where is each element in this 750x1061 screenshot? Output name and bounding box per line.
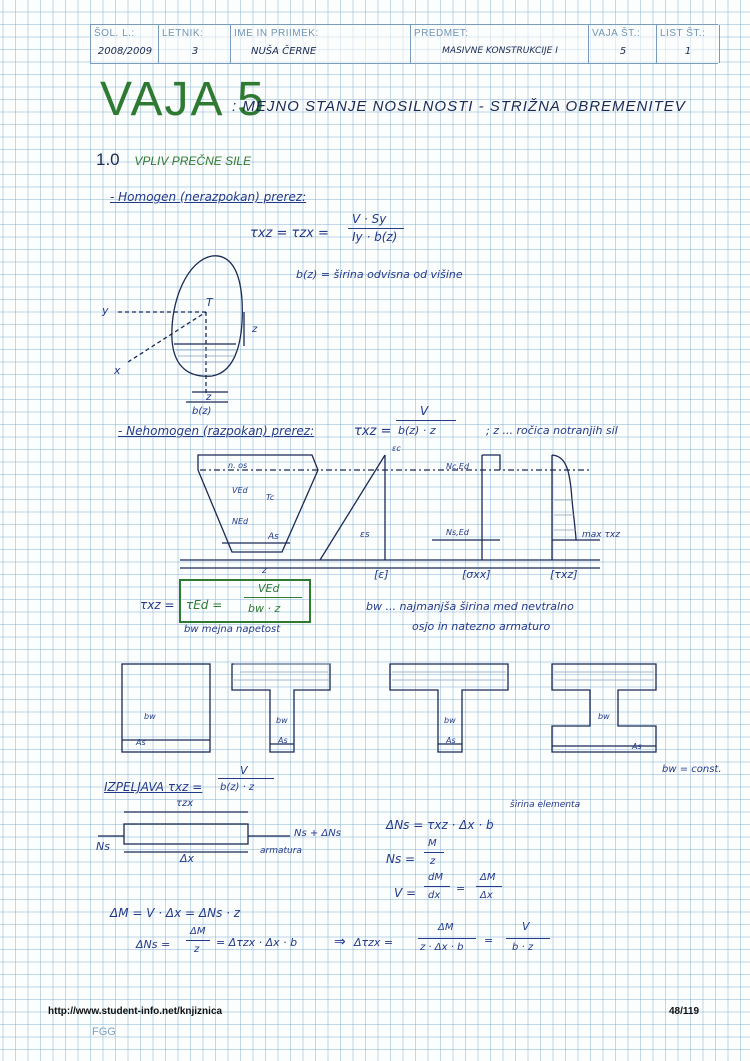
boxed-den: bw · z — [248, 602, 281, 615]
nehomogen-formula-lhs: τxz = — [354, 424, 392, 439]
header-label: IME IN PRIIMEK: — [234, 28, 319, 39]
derivation-bar — [124, 824, 248, 844]
header-value: 2008/2009 — [97, 46, 153, 57]
eq2-lhs: Ns = — [386, 852, 416, 866]
fraction-bar — [244, 597, 302, 598]
homogen-formula-lhs: τxz = τzx = — [250, 226, 329, 241]
bw-note-line1: bw ... najmanjša širina med nevtralno — [366, 600, 574, 613]
boxed-note: bw mejna napetost — [184, 624, 281, 635]
eps-c-label: εc — [392, 444, 401, 453]
eq3-lhs: V = — [394, 886, 417, 900]
nehomogen-den: b(z) · z — [398, 424, 436, 437]
eq2-num: M — [428, 838, 437, 849]
header-value: MASIVNE KONSTRUKCIJE I — [442, 46, 558, 56]
fraction-bar — [418, 938, 476, 939]
as-label-rect: As — [136, 738, 146, 747]
header-label: PREDMET: — [414, 28, 469, 39]
fraction-bar — [348, 228, 404, 229]
header-label: LIST ŠT.: — [660, 28, 706, 39]
bw-label-t1: bw — [276, 716, 288, 725]
armatura-label: armatura — [260, 846, 302, 856]
ns-label: Ns,Ed — [446, 528, 469, 537]
eq6-num2: V — [522, 920, 530, 933]
eq5-lhs: ΔNs = — [136, 938, 171, 951]
centroid-label: T — [206, 296, 213, 309]
bracket-txz: [τxz] — [550, 568, 578, 581]
bw-label: bw — [144, 712, 156, 721]
footer-org: FGG — [92, 1026, 116, 1038]
header-label: ŠOL. L.: — [94, 28, 135, 39]
header-value: 1 — [684, 46, 692, 57]
fraction-bar — [218, 778, 274, 779]
homogen-heading: - Homogen (nerazpokan) prerez: — [110, 190, 307, 204]
izpeljava-num: V — [240, 764, 248, 777]
header-label: VAJA ŠT.: — [592, 28, 641, 39]
eps-s-label: εs — [360, 530, 370, 540]
eq2-den: z — [430, 856, 436, 867]
ned-small-label: NEd — [232, 517, 249, 526]
eq5-rhs: = Δτzx · Δx · b — [216, 936, 298, 949]
homogen-formula-den: Iy · b(z) — [352, 230, 398, 244]
exercise-subtitle: : MEJNO STANJE NOSILNOSTI - STRIŽNA OBREMENITEV — [232, 98, 686, 115]
ns-bar-label: Ns — [96, 840, 110, 853]
header-label: LETNIK: — [162, 28, 204, 39]
as-label-t3: As — [632, 742, 642, 751]
boxed-lhs: τxz = — [140, 598, 175, 612]
implies-arrow: ⇒ — [334, 934, 346, 950]
izpeljava-heading: IZPELJAVA τxz = — [104, 780, 203, 794]
ved-small-label: VEd — [232, 486, 248, 495]
eq6-lhs: Δτzx = — [354, 936, 394, 949]
footer-page-number: 48/119 — [669, 1006, 700, 1017]
nehomogen-num: V — [420, 404, 429, 418]
axis-y-label: y — [102, 304, 109, 317]
z-note: ; z ... ročica notranjih sil — [486, 424, 618, 437]
eq3-eq: = — [456, 882, 466, 895]
axis-z-label: z — [206, 392, 212, 403]
eq3-approx-num: ΔM — [480, 872, 496, 883]
nehomogen-heading: - Nehomogen (razpokan) prerez: — [118, 424, 315, 438]
bw-note-line2: osjo in natezno armaturo — [412, 620, 551, 633]
section-number: 1.0 — [96, 150, 120, 169]
bz-label: b(z) — [192, 406, 212, 417]
boxed-num: VEd — [258, 582, 280, 595]
fraction-bar — [424, 886, 450, 887]
nc-label: Nc,Ed — [446, 462, 470, 471]
z-small-label: z — [262, 566, 267, 576]
tau-label: τzx — [176, 798, 194, 809]
axis-z-label-side: z — [252, 324, 258, 335]
bracket-eps: [ε] — [374, 568, 389, 581]
neutral-axis-label: n. os — [228, 461, 248, 470]
bracket-sxx: [σxx] — [462, 568, 491, 581]
ns-dns-label: Ns + ΔNs — [294, 828, 341, 839]
tc-small-label: Tc — [266, 493, 275, 502]
boxed-ted: τEd = — [186, 598, 223, 612]
fraction-bar — [424, 852, 444, 853]
sirina-label: širina elementa — [510, 800, 581, 810]
as-label: As — [268, 532, 279, 542]
bz-note: b(z) = širina odvisna od višine — [296, 268, 463, 281]
izpeljava-den: b(z) · z — [220, 782, 255, 793]
bw-label-t2: bw — [444, 716, 456, 725]
eq5-den: z — [194, 944, 200, 955]
fraction-bar — [186, 940, 210, 941]
t-section-3 — [552, 664, 656, 752]
fraction-bar — [476, 886, 502, 887]
eq6-eq: = — [484, 934, 494, 947]
eq3-approx-den: Δx — [480, 890, 493, 901]
exercise-title: VAJA 5 — [100, 73, 266, 126]
eq3-den: dx — [428, 890, 441, 901]
homogen-section-outline — [172, 256, 242, 376]
eq4: ΔM = V · Δx = ΔNs · z — [110, 906, 241, 920]
eq6-num: ΔM — [438, 922, 454, 933]
section-label: VPLIV PREČNE SILE — [134, 154, 252, 168]
bw-const: bw = const. — [662, 764, 722, 775]
axis-x-label: x — [114, 364, 121, 377]
header-value: 5 — [619, 46, 627, 57]
bw-label-t3: bw — [598, 712, 610, 721]
footer-url[interactable]: http://www.student-info.net/knjiznica — [48, 1006, 223, 1017]
header-value: NUŠA ČERNE — [251, 46, 317, 57]
eq6-den2: b · z — [512, 942, 534, 953]
homogen-formula-num: V · Sy — [352, 212, 387, 226]
eq3-num: dM — [428, 872, 443, 883]
fraction-bar — [396, 420, 456, 421]
max-tau-label: max τxz — [582, 530, 620, 540]
axis-x-line — [128, 312, 206, 362]
fraction-bar — [506, 938, 550, 939]
dx-label: Δx — [180, 852, 195, 865]
eq6-den: z · Δx · b — [420, 942, 464, 953]
eq1: ΔNs = τxz · Δx · b — [386, 818, 494, 832]
as-label-t1: As — [278, 736, 288, 745]
header-value: 3 — [191, 46, 199, 57]
as-label-t2: As — [446, 736, 456, 745]
eq5-num: ΔM — [190, 926, 206, 937]
